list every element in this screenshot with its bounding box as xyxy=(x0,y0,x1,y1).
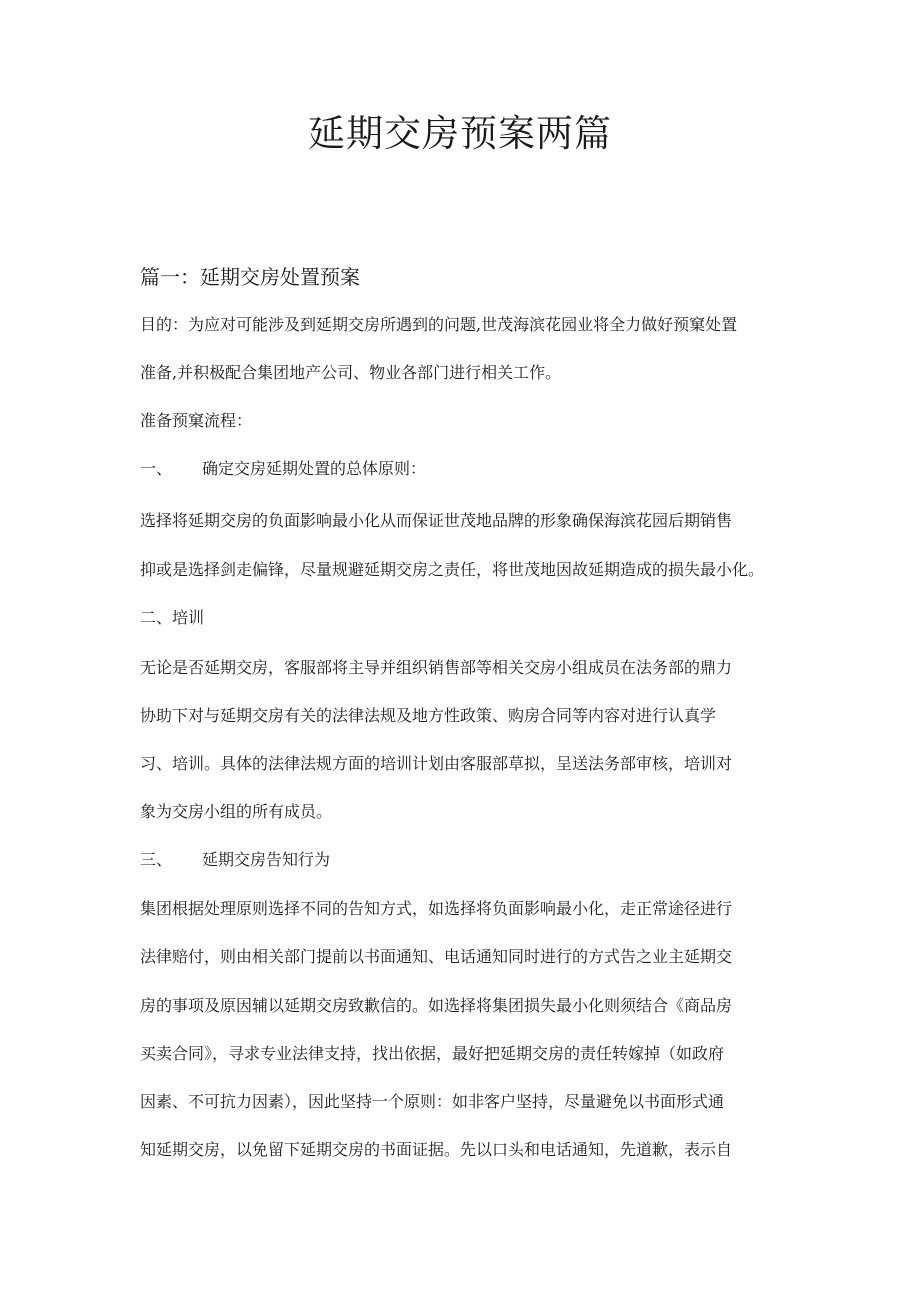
document-title: 延期交房预案两篇 xyxy=(308,112,612,155)
principle-line: 抑或是选择剑走偏锋，尽量规避延期交房之责任，将世茂地因故延期造成的损失最小化。 xyxy=(140,560,765,579)
heading-number: 一、 xyxy=(140,459,173,478)
heading-number: 三、 xyxy=(140,850,173,869)
heading-training: 二、培训 xyxy=(140,608,205,627)
notice-line: 法律赔付，则由相关部门提前以书面通知、电话通知同时进行的方式告之业主延期交 xyxy=(140,947,733,966)
notice-line: 买卖合同》，寻求专业法律支持，找出依据，最好把延期交房的责任转嫁掉（如政府 xyxy=(140,1044,725,1063)
section-title: 篇一：延期交房处置预案 xyxy=(140,265,360,289)
heading-principle xyxy=(140,456,426,482)
purpose-line: 目的：为应对可能涉及到延期交房所遇到的问题,世茂海滨花园业将全力做好预窠处置 xyxy=(140,315,738,334)
process-label: 准备预窠流程： xyxy=(140,411,253,430)
training-line: 习、培训。具体的法律法规方面的培训计划由客服部草拟，呈送法务部审核，培训对 xyxy=(140,754,733,773)
principle-line: 选择将延期交房的负面影响最小化从而保证世茂地品牌的形象确保海滨花园后期销售 xyxy=(140,511,733,530)
notice-line: 因素、不可抗力因素），因此坚持一个原则：如非客户坚持，尽量避免以书面形式通 xyxy=(140,1092,725,1111)
notice-line: 房的事项及原因辅以延期交房致歉信的。如选择将集团损失最小化则须结合《商品房 xyxy=(140,996,733,1015)
training-line: 无论是否延期交房，客服部将主导并组织销售部等相关交房小组成员在法务部的鼎力 xyxy=(140,658,733,677)
heading-text: 确定交房延期处置的总体原则： xyxy=(202,459,427,478)
training-line: 协助下对与延期交房有关的法律法规及地方性政策、购房合同等内容对进行认真学 xyxy=(140,706,717,725)
heading-notice xyxy=(140,847,330,873)
notice-line: 知延期交房，以免留下延期交房的书面证据。先以口头和电话通知，先道歉，表示自 xyxy=(140,1140,733,1159)
heading-text: 延期交房告知行为 xyxy=(202,850,331,869)
training-line: 象为交房小组的所有成员。 xyxy=(140,802,333,821)
notice-line: 集团根据处理原则选择不同的告知方式，如选择将负面影响最小化，走正常途径进行 xyxy=(140,899,733,918)
purpose-line: 准备,并积极配合集团地产公司、物业各部门进行相关工作。 xyxy=(140,363,562,382)
